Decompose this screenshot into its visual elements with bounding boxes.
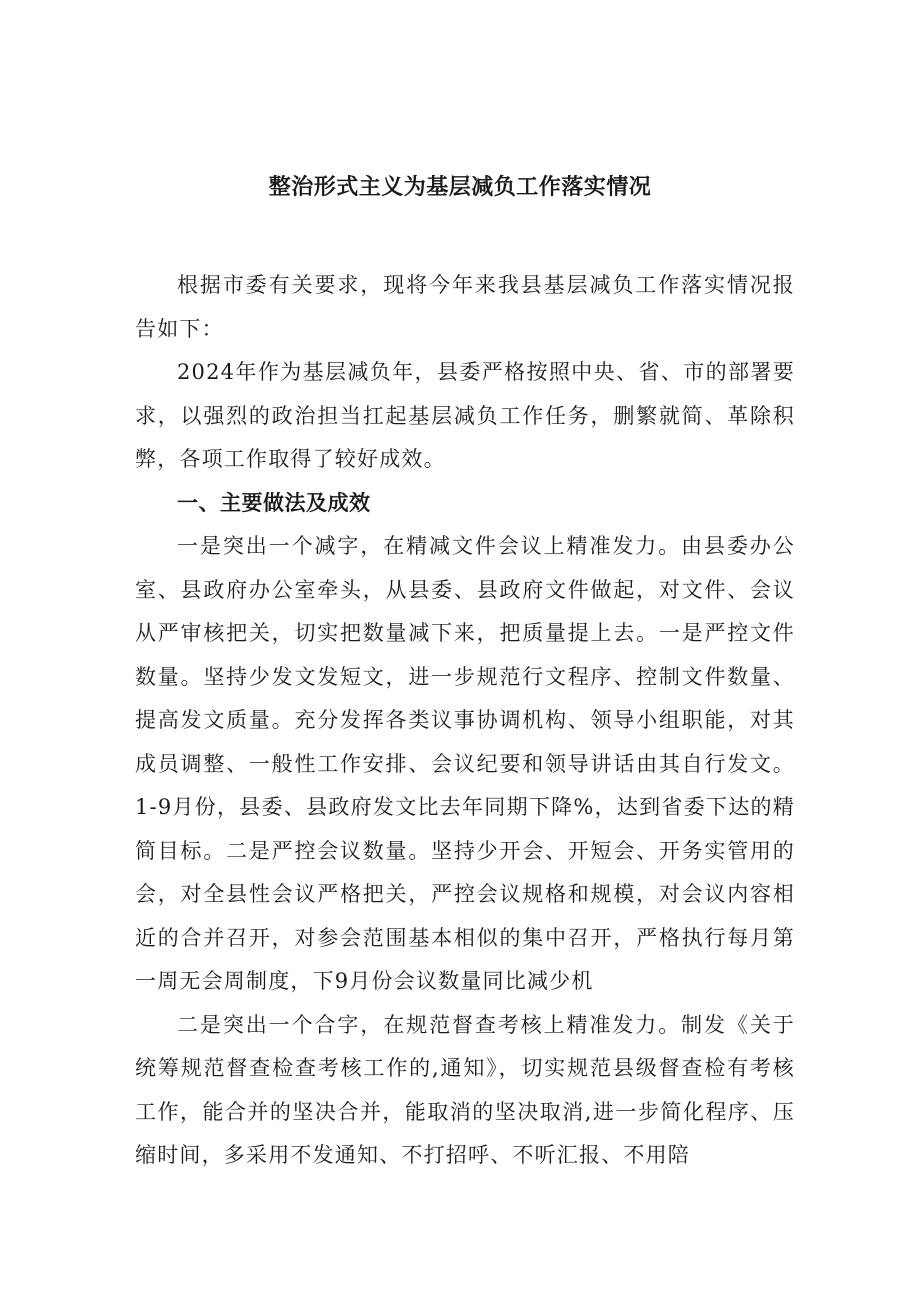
section-heading: 一、主要做法及成效 [177, 490, 371, 515]
measure-paragraph-2: 二是突出一个合字，在规范督查考核上精准发力。制发《关于统筹规范督查检查考核工作的,通知》，切实规范县级督查检有考核工作，能合并的坚决合并，能取消的坚决取消,进一步简化程序、压缩时间，多采用不发通知、不打招呼、不听汇报、不用陪 [135, 1012, 795, 1167]
document-title: 整治形式主义为基层减负工作落实情况 [268, 175, 652, 200]
background-paragraph: 2024年作为基层减负年，县委严格按照中央、省、市的部署要求，以强烈的政治担当扛起基层减负工作任务，删繁就简、革除积弊，各项工作取得了较好成效。 [135, 360, 795, 471]
document-body [135, 264, 795, 1178]
intro-paragraph: 根据市委有关要求，现将今年来我县基层减负工作落实情况报告如下： [135, 273, 795, 341]
measure-paragraph-1: 一是突出一个减字，在精减文件会议上精准发力。由县委办公室、县政府办公室牵头，从县委、县政府文件做起，对文件、会议从严审核把关，切实把数量减下来，把质量提上去。一是严控文件数量。坚持少发文发短文，进一步规范行文程序、控制文件数量、提高发文质量。充分发挥各类议事协调机构、领导小组职能，对其成员调整、一般性工作安排、会议纪要和领导讲话由其自行发文。1-9月份，县委、县政府发文比去年同期下降%，达到省委下达的精简目标。二是严控会议数量。坚持少开会、开短会、开务实管用的会，对全县性会议严格把关，严控会议规格和规模，对会议内容相近的合并召开，对参会范围基本相似的集中召开，严格执行每月第一周无会周制度，下9月份会议数量同比减少机 [135, 534, 795, 993]
